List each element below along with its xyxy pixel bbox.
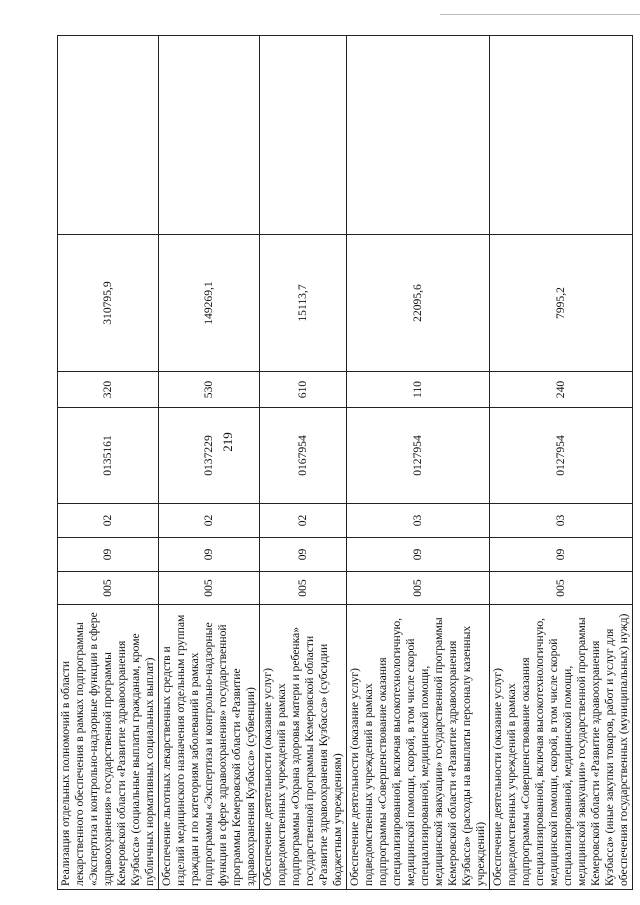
- row-description: Обеспечение деятельности (оказание услуг) подведомственных учреждений в рамках подпрограммы «Охрана здоровья матери и ребенка» государственной программы Кемеровской области «Развитие здравоохранения Кузбасса» (субсидии бюджетным учреждениям): [260, 605, 347, 890]
- section-code: 09: [58, 538, 159, 572]
- page-number: 219: [220, 432, 235, 452]
- row-description: Обеспечение льготных лекарственных средств и изделий медицинского назначения отдельным группам граждан и по категориям заболеваний в рамках подпрограммы «Экспертиза и контрольно-надзорные функции в сфере здравоохранения» государственной программы Кемеровской области «Развитие здравоохранения Кузбасса» (субвенции): [159, 605, 260, 890]
- row-description: Обеспечение деятельности (оказание услуг) подведомственных учреждений в рамках подпрограммы «Совершенствование оказания специализированной, включая высокотехнологичную, медицинской помощи, скорой, в том числе скорой специализированной, медицинской помощи, медицинской эвакуации» государственной программы Кемеровской области «Развитие здравоохранения Кузбасса» (расходы на выплаты персоналу казенных учреждений): [347, 605, 490, 890]
- empty-cell: [490, 36, 633, 235]
- ministry-code: 005: [490, 572, 633, 605]
- subsection-code: 02: [159, 504, 260, 538]
- expense-type-code: 110: [347, 372, 490, 408]
- table-row: [347, 36, 490, 890]
- target-article-code: 0135161: [58, 408, 159, 504]
- budget-table: [57, 35, 633, 890]
- table-row: [260, 36, 347, 890]
- row-description: Обеспечение деятельности (оказание услуг) подведомственных учреждений в рамках подпрограммы «Совершенствование оказания специализированной, включая высокотехнологичную, медицинской помощи, скорой, в том числе скорой специализированной, медицинской помощи, медицинской эвакуации» государственной программы Кемеровской области «Развитие здравоохранения Кузбасса» (иные закупки товаров, работ и услуг для обеспечения государственных (муниципальных) нужд): [490, 605, 633, 890]
- subsection-code: 03: [490, 504, 633, 538]
- section-code: 09: [490, 538, 633, 572]
- empty-cell: [347, 36, 490, 235]
- section-code: 09: [347, 538, 490, 572]
- ministry-code: 005: [58, 572, 159, 605]
- section-code: 09: [260, 538, 347, 572]
- subsection-code: 02: [58, 504, 159, 538]
- amount-value: 149269,1: [159, 235, 260, 372]
- empty-cell: [260, 36, 347, 235]
- target-article-code: 0167954: [260, 408, 347, 504]
- empty-cell: [58, 36, 159, 235]
- target-article-code: 0127954: [490, 408, 633, 504]
- ministry-code: 005: [159, 572, 260, 605]
- target-article-code: 0127954: [347, 408, 490, 504]
- row-description: Реализация отдельных полномочий в области лекарственного обеспечения в рамках подпрограммы «Экспертиза и контрольно-надзорные функции в сфере здравоохранения» государственной программы Кемеровской области «Развитие здравоохранения Кузбасса» (социальные выплаты гражданам, кроме публичных нормативных социальных выплат): [58, 605, 159, 890]
- subsection-code: 02: [260, 504, 347, 538]
- header-rule: [440, 14, 640, 15]
- table-row: [58, 36, 159, 890]
- amount-value: 310795,9: [58, 235, 159, 372]
- expense-type-code: 240: [490, 372, 633, 408]
- amount-value: 7995,2: [490, 235, 633, 372]
- section-code: 09: [159, 538, 260, 572]
- subsection-code: 03: [347, 504, 490, 538]
- table-row: [159, 36, 260, 890]
- expense-type-code: 610: [260, 372, 347, 408]
- empty-cell: [159, 36, 260, 235]
- expense-type-code: 320: [58, 372, 159, 408]
- ministry-code: 005: [347, 572, 490, 605]
- expense-type-code: 530: [159, 372, 260, 408]
- amount-value: 22095,6: [347, 235, 490, 372]
- amount-value: 15113,7: [260, 235, 347, 372]
- target-article-code: 0137229: [159, 408, 260, 504]
- ministry-code: 005: [260, 572, 347, 605]
- table-row: [490, 36, 633, 890]
